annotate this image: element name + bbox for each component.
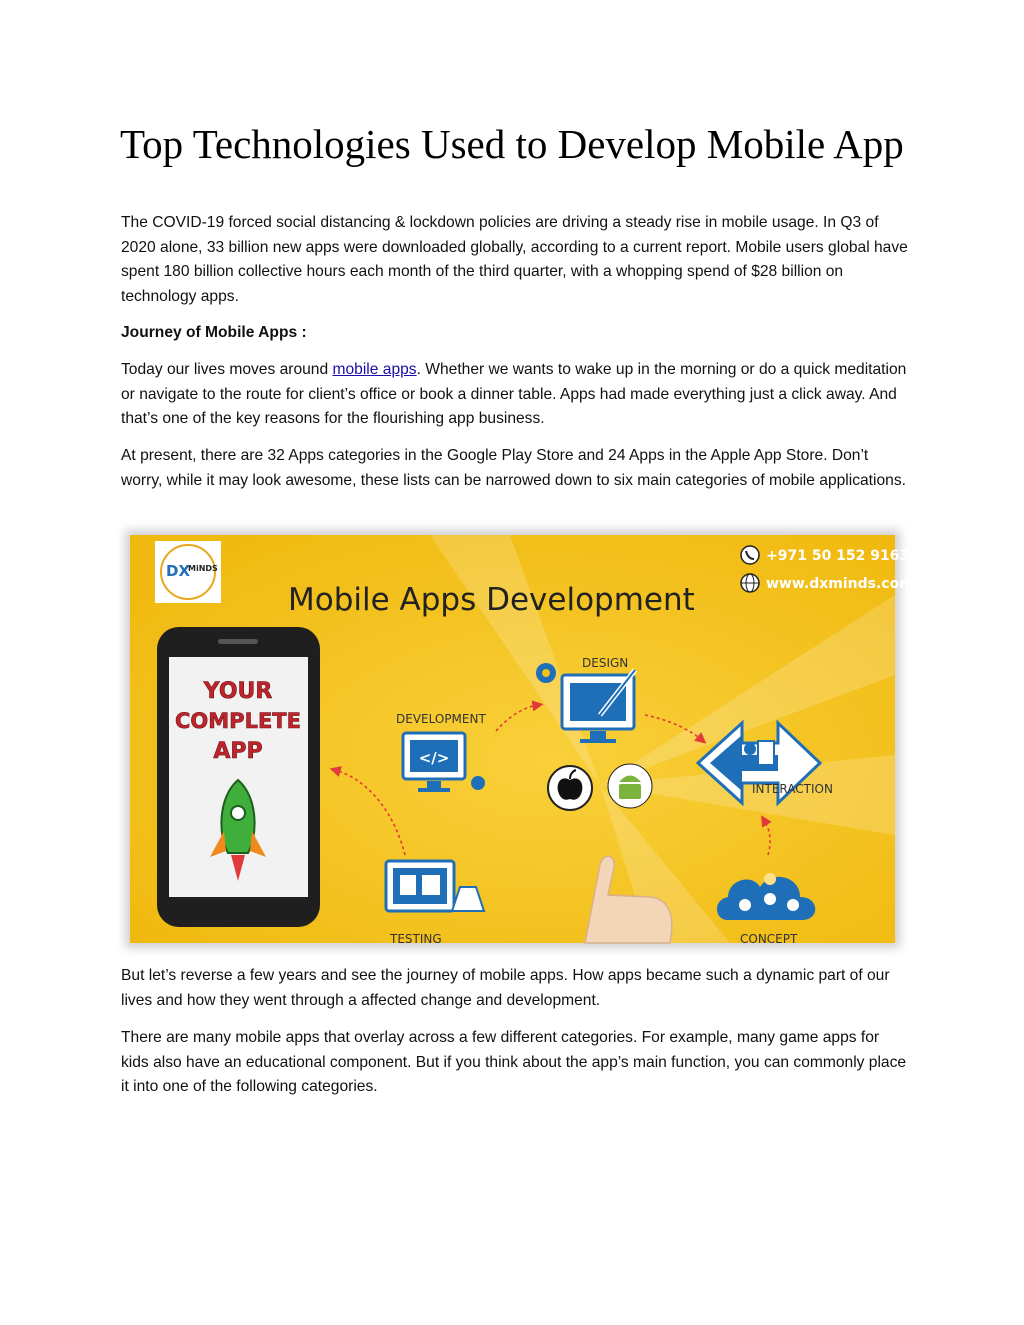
intro-paragraph: The COVID-19 forced social distancing & lockdown policies are driving a steady rise in mobile usage. In Q3 of 2020 alone, 33 billion new apps were downloaded globally, according to a current report. Mobile users global have spent 180 billion collective hours each month of the third quarter, with a whopping spend of $28 billion on technology apps. xyxy=(121,214,908,305)
today-paragraph xyxy=(121,358,911,432)
banner-website: www.dxminds.com xyxy=(766,576,914,592)
screen-line-your: YOUR xyxy=(203,679,273,704)
label-concept: CONCEPT xyxy=(740,932,798,946)
svg-text:</>: </> xyxy=(418,749,450,767)
logo-minds-text: MiNDS xyxy=(188,564,218,573)
present-paragraph: At present, there are 32 Apps categories in the Google Play Store and 24 Apps in the Apple App Store. Don’t worry, while it may look awesome, these lists can be narrowed down to six main categories of mobile applications. xyxy=(121,447,906,489)
journey-heading: Journey of Mobile Apps : xyxy=(121,324,307,341)
logo-dx-text: DX xyxy=(166,562,191,580)
today-text-start: Today our lives moves around xyxy=(121,361,333,378)
label-development: DEVELOPMENT xyxy=(396,712,486,726)
banner-phone: +971 50 152 9163 xyxy=(766,548,910,564)
label-design: DESIGN xyxy=(582,656,629,670)
screen-line-complete: COMPLETE xyxy=(175,709,301,733)
label-testing: TESTING xyxy=(390,932,442,946)
today-text-end: . Whether we wants to wake up in the morning or do a quick meditation or navigate to the route for client’s office or book a dinner table. Apps had made everything just a click away. And that’s one of the key reasons for the flourishing app business. xyxy=(121,361,907,427)
dxminds-logo-icon xyxy=(155,541,221,603)
smartphone-icon xyxy=(157,627,320,927)
overlay-paragraph: There are many mobile apps that overlay across a few different categories. For example, many game apps for kids also have an educational component. But if you think about the app’s main function, you can commonly place it into one of the following categories. xyxy=(121,1029,907,1095)
label-interaction: INTERACTION xyxy=(752,782,833,796)
reverse-paragraph: But let’s reverse a few years and see the journey of mobile apps. How apps became such a dynamic part of our lives and how they went through a affected change and development. xyxy=(121,967,890,1009)
mobile-apps-banner xyxy=(130,535,914,946)
phone-icon xyxy=(741,546,759,564)
banner-headline: Mobile Apps Development xyxy=(288,582,695,618)
mobile-apps-link[interactable]: mobile apps xyxy=(332,361,417,378)
page-title: Top Technologies Used to Develop Mobile App xyxy=(120,121,904,167)
screen-line-app: APP xyxy=(213,739,263,764)
